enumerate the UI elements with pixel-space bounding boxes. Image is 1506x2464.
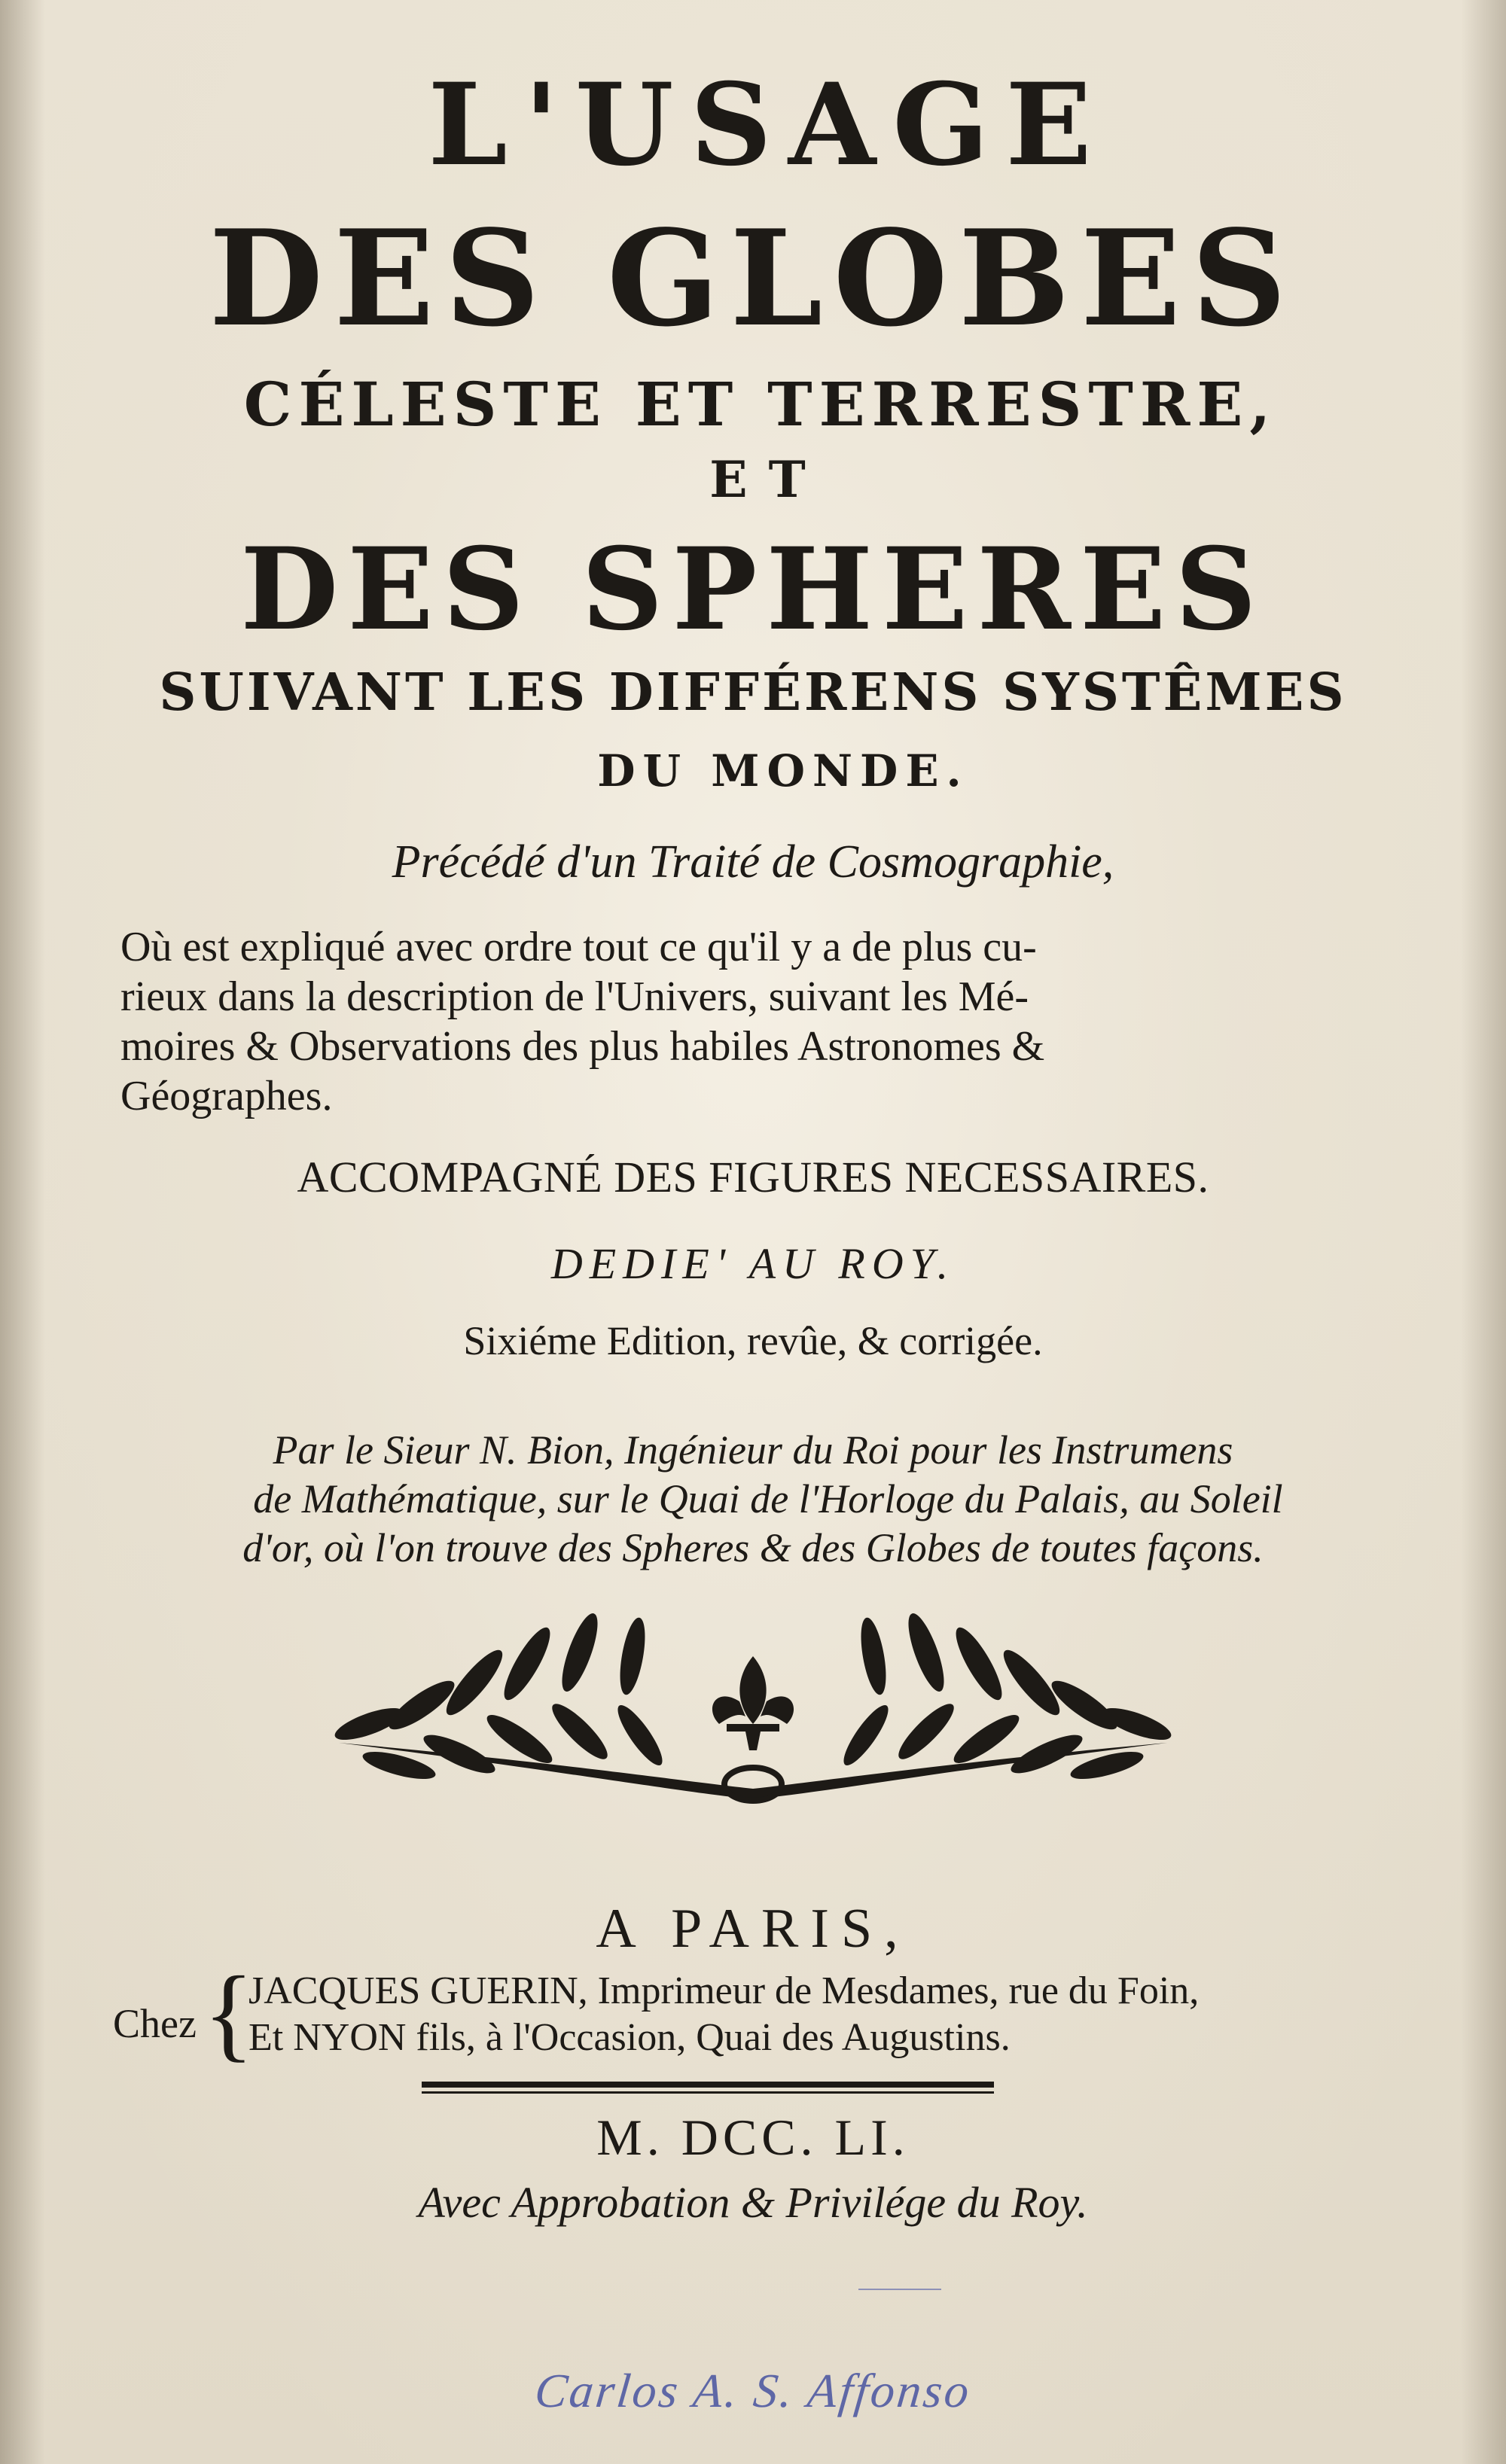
edition-line: Sixiéme Edition, revûe, & corrigée. — [463, 1318, 1043, 1363]
description-line: Géographes. — [120, 1073, 333, 1119]
author-line: Par le Sieur N. Bion, Ingénieur du Roi pour les Instrumens — [273, 1427, 1233, 1473]
dedication-line: DEDIE' AU ROY. — [550, 1239, 956, 1288]
description-paragraph — [120, 922, 1295, 1121]
title-line-spheres: DES SPHERES — [240, 523, 1266, 656]
imprint-block — [113, 1955, 1318, 2074]
figures-line: ACCOMPAGNÉ DES FIGURES NECESSAIRES. — [297, 1153, 1209, 1202]
title-line-globes: DES GLOBES — [209, 202, 1297, 356]
title-line-celeste: CÉLESTE ET TERRESTRE, — [243, 369, 1278, 440]
double-rule-thick — [422, 2082, 994, 2088]
double-rule-thin — [422, 2091, 994, 2094]
approbation-line: Avec Approbation & Privilége du Roy. — [418, 2178, 1088, 2227]
printer-line: Et NYON fils, à l'Occasion, Quai des Augustins. — [248, 2016, 1011, 2059]
description-line: Où est expliqué avec ordre tout ce qu'il y a de plus cu- — [120, 924, 1037, 970]
owner-stamp: Carlos A. S. Affonso — [532, 2364, 974, 2417]
title-line-usage: L'USAGE — [428, 59, 1108, 191]
title-line-monde: DU MONDE. — [597, 745, 969, 796]
title-line-systemes: SUIVANT LES DIFFÉRENS SYSTÊMES — [159, 662, 1347, 723]
description-line: moires & Observations des plus habiles Astronomes & — [120, 1023, 1045, 1070]
description-line: rieux dans la description de l'Univers, suivant les Mé- — [120, 973, 1029, 1020]
city-line: A PARIS, — [596, 1898, 910, 1960]
year-line: M. DCC. LI. — [596, 2109, 910, 2166]
chez-label: Chez — [113, 2001, 197, 2046]
author-line: de Mathématique, sur le Quai de l'Horloge du Palais, au Soleil — [253, 1476, 1283, 1521]
laurel-fleur-de-lis-ornament — [324, 1611, 1182, 1852]
brace-glyph: { — [203, 1955, 255, 2072]
stamp-underline — [858, 2289, 941, 2290]
printer-line: JACQUES GUERIN, Imprimeur de Mesdames, rue du Foin, — [248, 1969, 1200, 2012]
title-line-et: ET — [709, 450, 827, 509]
author-line: d'or, où l'on trouve des Spheres & des Globes de toutes façons. — [242, 1525, 1264, 1570]
subtitle: Précédé d'un Traité de Cosmographie, — [392, 836, 1114, 888]
